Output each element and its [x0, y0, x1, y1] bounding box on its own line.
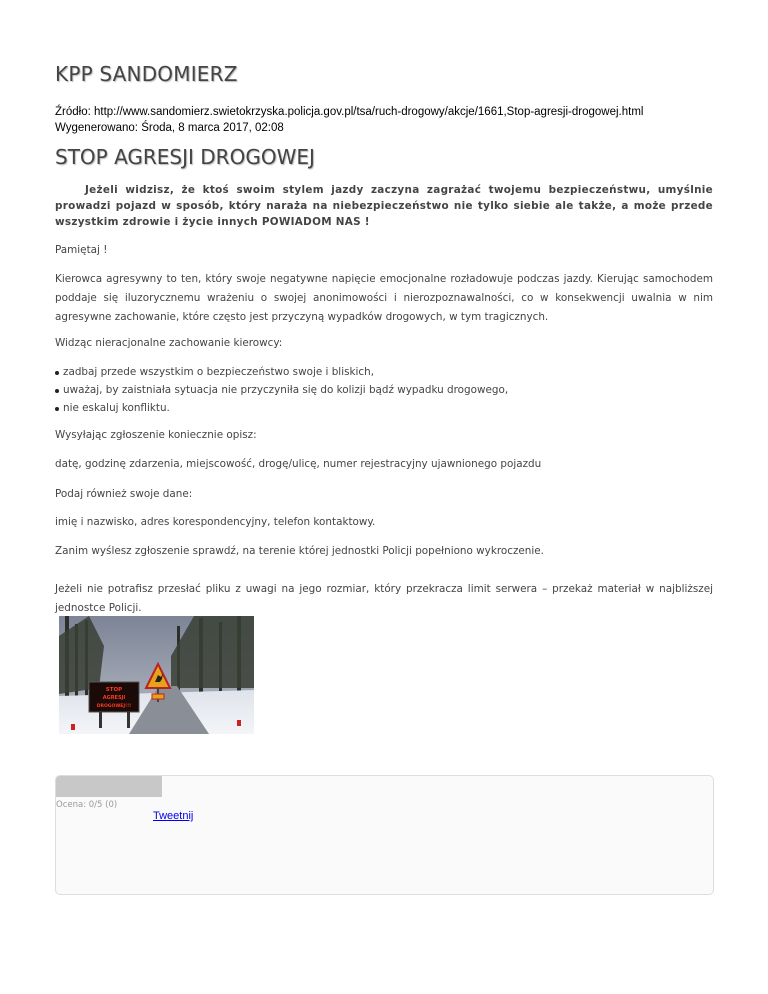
list-item: zadbaj przede wszystkim o bezpieczeństwo swoje i bliskich,	[55, 363, 508, 381]
sign-line-1: STOP	[105, 687, 123, 693]
paragraph-seeing-behavior: Widząc nieracjonalne zachowanie kierowcy:	[55, 337, 283, 349]
paragraph-describe: Wysyłając zgłoszenie koniecznie opisz:	[55, 429, 257, 441]
article-title: STOP AGRESJI DROGOWEJ	[55, 145, 315, 169]
tweet-button[interactable]: Tweetnij	[153, 810, 194, 822]
article-photo	[59, 616, 254, 734]
source-meta	[55, 104, 643, 136]
sign-line-2: AGRESJI	[102, 695, 126, 701]
rating-stars[interactable]	[56, 776, 162, 797]
paragraph-aggressive-driver: Kierowca agresywny to ten, który swoje negatywne napięcie emocjonalne rozładowuje podczas jazdy. Kierując samochodem poddaje się iluzorycznemu wrażeniu o swojej anonimowości i nierozpoznawalności, co w konsekwencji uwalnia w nim agresywne zachowanie, które często jest przyczyną wypadków drogowych, w tym tragicznych.	[55, 273, 713, 323]
rating-panel	[55, 775, 714, 895]
list-item: nie eskaluj konfliktu.	[55, 399, 508, 417]
paragraph-file-size: Jeżeli nie potrafisz przesłać pliku z uwagi na jego rozmiar, który przekracza limit serwera – przekaż materiał w najbliższej jednostce Policji.	[55, 583, 713, 614]
paragraph-contact: imię i nazwisko, adres korespondencyjny, telefon kontaktowy.	[55, 516, 376, 528]
generated-date: Wygenerowano: Środa, 8 marca 2017, 02:08	[55, 122, 284, 134]
sign-line-3: DROGOWEJ!!!	[96, 704, 132, 709]
paragraph-details: datę, godzinę zdarzenia, miejscowość, drogę/ulicę, numer rejestracyjny ujawnionego pojazdu	[55, 458, 542, 470]
source-url: Źródło: http://www.sandomierz.swietokrzyska.policja.gov.pl/tsa/ruch-drogowy/akcje/1661,Stop-agresji-drogowej.html	[55, 106, 644, 118]
site-title: KPP SANDOMIERZ	[55, 62, 238, 86]
paragraph-remember: Pamiętaj !	[55, 244, 108, 256]
paragraph-your-data: Podaj również swoje dane:	[55, 488, 193, 500]
article-lead: Jeżeli widzisz, że ktoś swoim stylem jazdy zaczyna zagrażać twojemu bezpieczeństwu, umyślnie prowadzi pojazd w sposób, który naraża na niebezpieczeństwo nie tylko siebie ale także, a może przede wszystkim zdrowie i życie innych POWIADOM NAS !	[55, 184, 713, 228]
paragraph-check-unit: Zanim wyślesz zgłoszenie sprawdź, na terenie której jednostki Policji popełniono wykroczenie.	[55, 545, 544, 557]
rating-text: Ocena: 0/5 (0)	[56, 800, 118, 810]
advice-list	[55, 363, 508, 417]
list-item: uważaj, by zaistniała sytuacja nie przyczyniła się do kolizji bądź wypadku drogowego,	[55, 381, 508, 399]
